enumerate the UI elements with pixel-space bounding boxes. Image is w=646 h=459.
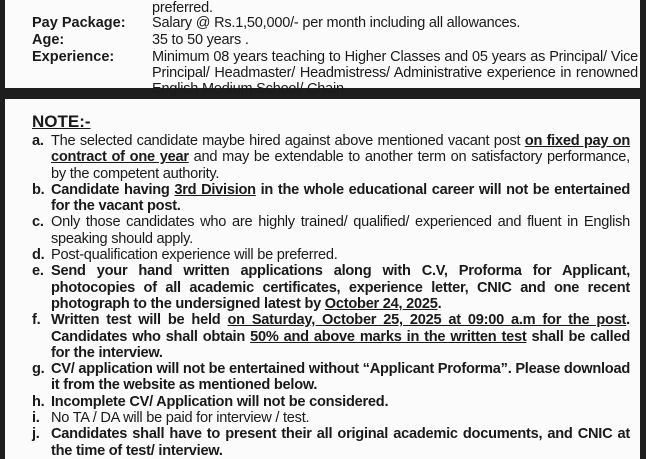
note-item-d xyxy=(32,247,630,263)
note-text: in the whole educational career will not be entertained for the vacant post. xyxy=(51,181,631,215)
pay-package-label-text: Pay Package xyxy=(32,15,121,31)
note-item-a xyxy=(32,133,630,182)
notes-list xyxy=(32,133,630,459)
note-text: Post-qualification experience will be preferred. xyxy=(51,247,338,264)
age-label: Age: xyxy=(32,32,65,48)
note-text: Only those candidates who are highly trained/ qualified/ experienced and fluent in English speaking should apply. xyxy=(51,214,630,247)
cut-text: preferred. xyxy=(152,0,213,16)
note-text: . xyxy=(437,295,442,312)
note-emphasis: 3rd Division xyxy=(174,181,256,198)
note-key: d. xyxy=(32,247,45,264)
note-item-f xyxy=(32,312,630,361)
note-text: Candidate having xyxy=(51,181,175,198)
note-item-e xyxy=(32,263,630,312)
note-key: g. xyxy=(32,361,45,378)
note-item-b xyxy=(32,182,630,215)
note-text: CV/ application will not be entertained without “Applicant Proforma”. Please download it from the website as mentioned below. xyxy=(51,361,630,394)
note-item-i xyxy=(32,410,630,426)
note-emphasis: on fixed pay on contract of one year xyxy=(51,133,630,166)
pay-package-label: Pay Package: xyxy=(32,15,126,31)
note-item-j xyxy=(32,426,630,459)
note-key: f. xyxy=(32,312,41,329)
note-emphasis: 50% and above marks in the written test xyxy=(250,328,527,345)
note-emphasis: on Saturday, October 25, 2025 at 09:00 a.m for the post xyxy=(227,312,627,329)
note-text: shall be called for the interview. xyxy=(51,328,631,361)
note-item-c xyxy=(32,214,630,247)
note-text: Incomplete CV/ Application will not be considered. xyxy=(51,393,389,410)
note-key: j. xyxy=(32,426,40,443)
notes-title: NOTE:- xyxy=(32,112,91,131)
note-text: The selected candidate maybe hired against above mentioned vacant post xyxy=(51,133,525,149)
job-details-box xyxy=(5,0,640,97)
age-value: 35 to 50 years . xyxy=(152,32,249,48)
note-text: . Candidates who shall obtain xyxy=(51,312,630,345)
note-text: Candidates shall have to present their all original academic documents, and CNIC at the time of test/ interview. xyxy=(51,426,630,459)
notes-box xyxy=(5,99,640,459)
note-key: h. xyxy=(32,393,45,410)
note-emphasis: October 24, 2025 xyxy=(324,295,438,312)
note-text: No TA / DA will be paid for interview / test. xyxy=(51,410,310,427)
age-label-text: Age xyxy=(32,32,60,48)
note-key: c. xyxy=(32,214,44,231)
note-key: i. xyxy=(32,410,40,427)
experience-label-text: Experience xyxy=(32,49,110,65)
note-text: Written test will be held xyxy=(51,312,228,329)
note-key: a. xyxy=(32,133,44,149)
note-text: Send your hand written applications along with C.V, Proforma for Applicant, photocopies of all academic certificates, experience letter, CNIC and one recent photograph to the undersigned latest by xyxy=(51,263,630,312)
pay-package-value: Salary @ Rs.1,50,000/- per month including all allowances. xyxy=(152,15,521,31)
note-item-g xyxy=(32,361,630,394)
experience-value: Minimum 08 years teaching to Higher Classes and 05 years as Principal/ Vice Principal/ Headmaster/ Headmistress/ Administrative experience in renowned English Medium School/ Chain. xyxy=(152,49,638,97)
note-key: b. xyxy=(32,181,45,198)
note-text: and may be extendable to another term on satisfactory performance, by the competent authority. xyxy=(51,149,630,182)
experience-label: Experience: xyxy=(32,49,115,65)
note-key: e. xyxy=(32,263,44,280)
note-item-h xyxy=(32,394,630,410)
